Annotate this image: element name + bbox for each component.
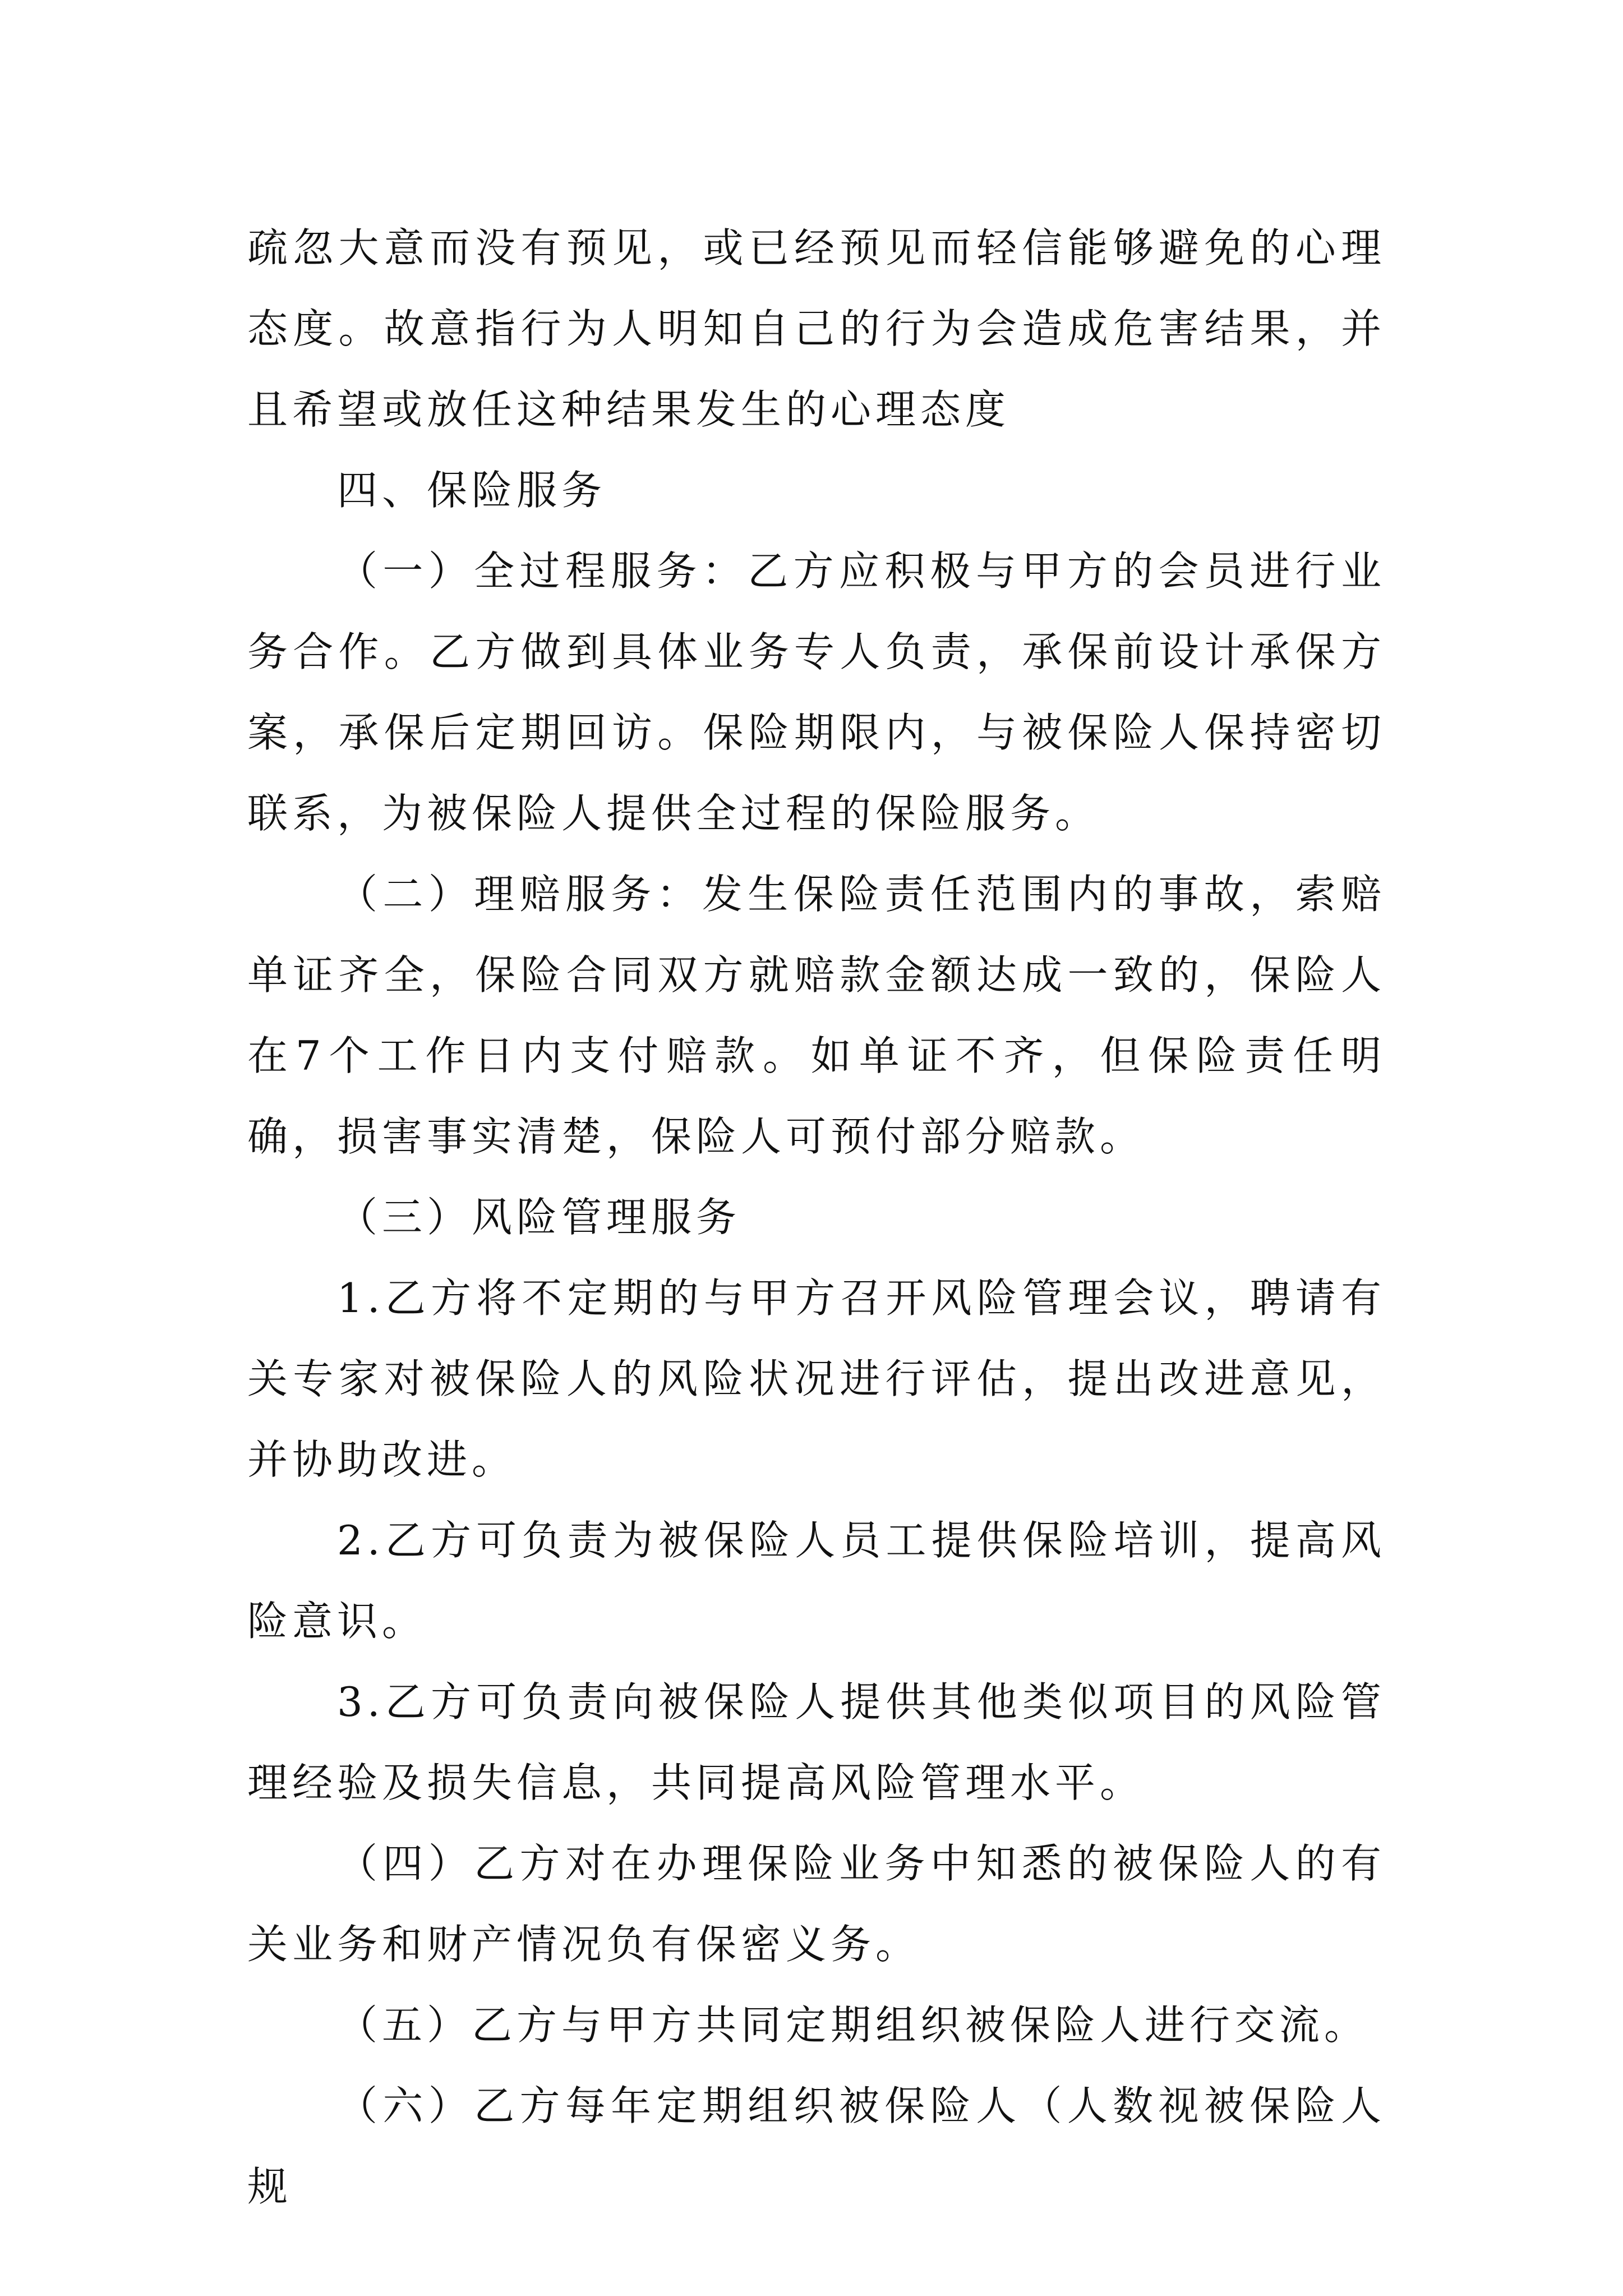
list-item-experience-sharing: 3.乙方可负责向被保险人提供其他类似项目的风险管理经验及损失信息，共同提高风险管理水平。: [247, 1678, 1386, 1806]
paragraph-annual-organization: （六）乙方每年定期组织被保险人（人数视被保险人规: [247, 2082, 1386, 2210]
document-body: [247, 208, 1386, 2227]
list-item-training: 2.乙方可负责为被保险人员工提供保险培训，提高风险意识。: [247, 1517, 1386, 1645]
paragraph-full-process-service: （一）全过程服务：乙方应积极与甲方的会员进行业务合作。乙方做到具体业务专人负责，承保前设计承保方案，承保后定期回访。保险期限内，与被保险人保持密切联系，为被保险人提供全过程的保险服务。: [247, 547, 1386, 837]
paragraph-continuation: 疏忽大意而没有预见，或已经预见而轻信能够避免的心理态度。故意指行为人明知自己的行为会造成危害结果，并且希望或放任这种结果发生的心理态度: [247, 224, 1386, 433]
section-heading-insurance-services: 四、保险服务: [337, 467, 607, 514]
paragraph-claims-service: （二）理赔服务：发生保险责任范围内的事故，索赔单证齐全，保险合同双方就赔款金额达成一致的，保险人在7个工作日内支付赔款。如单证不齐，但保险责任明确，损害事实清楚，保险人可预付部分赔款。: [247, 871, 1386, 1160]
list-item-risk-meeting: 1.乙方将不定期的与甲方召开风险管理会议，聘请有关专家对被保险人的风险状况进行评估，提出改进意见，并协助改进。: [247, 1274, 1386, 1483]
paragraph-exchange: （五）乙方与甲方共同定期组织被保险人进行交流。: [337, 2001, 1370, 2049]
subheading-risk-management: （三）风险管理服务: [337, 1194, 741, 1241]
paragraph-confidentiality: （四）乙方对在办理保险业务中知悉的被保险人的有关业务和财产情况负有保密义务。: [247, 1840, 1386, 1968]
